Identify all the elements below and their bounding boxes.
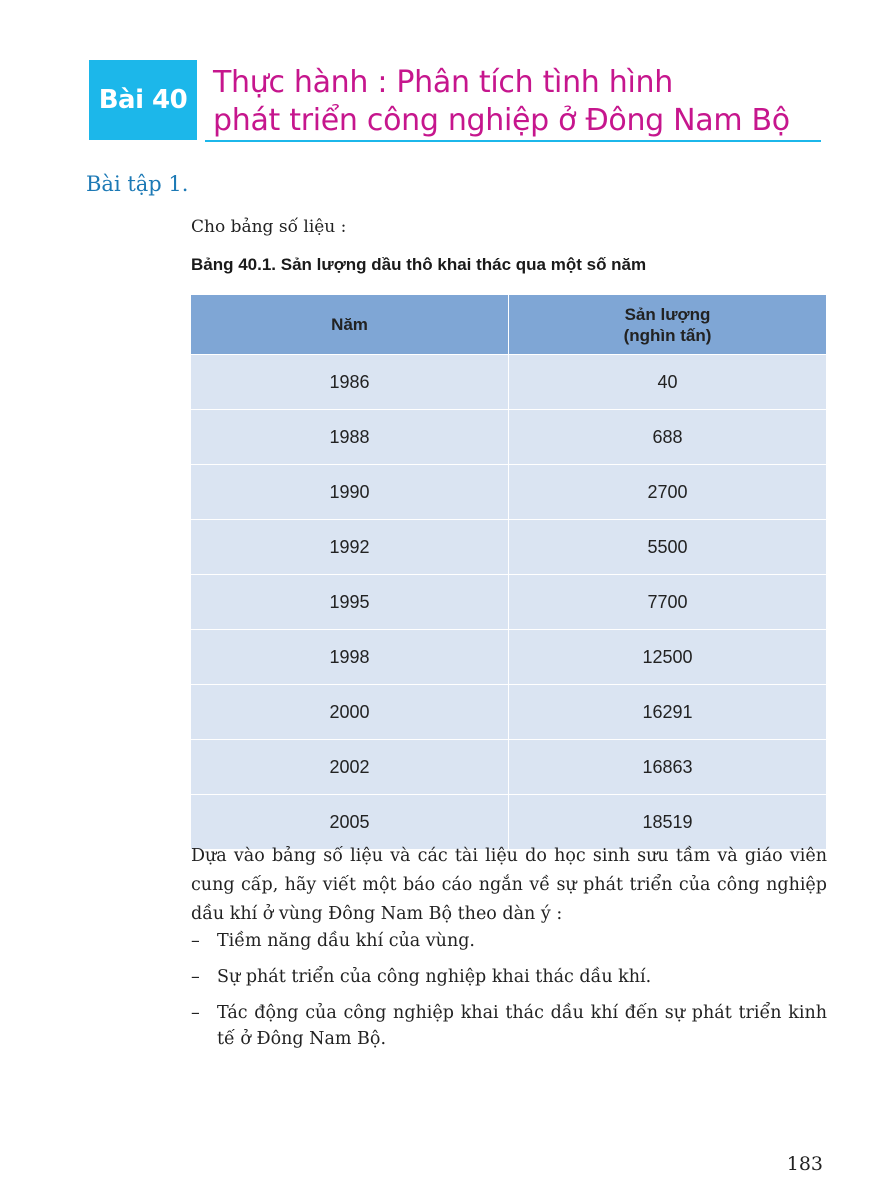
- cell-year: 1990: [191, 465, 509, 520]
- cell-year: 1998: [191, 630, 509, 685]
- table-caption: Bảng 40.1. Sản lượng dầu thô khai thác qua một số năm: [191, 255, 647, 274]
- table-row: [191, 520, 826, 575]
- cell-output: 12500: [509, 630, 827, 685]
- cell-output: 7700: [509, 575, 827, 630]
- table-row: [191, 355, 826, 410]
- table-row: [191, 795, 826, 850]
- header-output-line-2: (nghìn tấn): [623, 325, 712, 345]
- lesson-title-line-2: phát triển công nghiệp ở Đông Nam Bộ: [213, 103, 790, 138]
- exercise-heading: Bài tập 1.: [86, 172, 189, 196]
- bullet-dash: –: [191, 931, 200, 951]
- cell-year: 1992: [191, 520, 509, 575]
- list-item: [191, 1000, 827, 1052]
- lesson-badge: Bài 40: [89, 60, 197, 140]
- table-row: [191, 465, 826, 520]
- cell-output: 16291: [509, 685, 827, 740]
- table-row: [191, 575, 826, 630]
- list-item-text: Tiềm năng dầu khí của vùng.: [217, 931, 475, 951]
- cell-year: 1986: [191, 355, 509, 410]
- cell-year: 2005: [191, 795, 509, 850]
- cell-year: 2000: [191, 685, 509, 740]
- cell-output: 18519: [509, 795, 827, 850]
- cell-output: 688: [509, 410, 827, 465]
- cell-output: 16863: [509, 740, 827, 795]
- table-row: [191, 685, 826, 740]
- table-header-row: [191, 295, 826, 355]
- cell-output: 5500: [509, 520, 827, 575]
- page-number: 183: [786, 1153, 823, 1175]
- bullet-dash: –: [191, 967, 200, 987]
- cell-output: 40: [509, 355, 827, 410]
- header-output: [509, 295, 827, 355]
- outline-list: [191, 928, 827, 1062]
- table-row: [191, 740, 826, 795]
- lesson-title-line-1: Thực hành : Phân tích tình hình: [213, 65, 673, 100]
- cell-year: 1988: [191, 410, 509, 465]
- table-row: [191, 630, 826, 685]
- bullet-dash: –: [191, 1003, 200, 1023]
- title-underline: [205, 140, 821, 142]
- cell-year: 2002: [191, 740, 509, 795]
- list-item: [191, 964, 827, 990]
- oil-output-table: [191, 295, 826, 849]
- lesson-title: [213, 64, 833, 140]
- list-item: [191, 928, 827, 954]
- exercise-intro: Cho bảng số liệu :: [191, 217, 347, 237]
- header-year: Năm: [191, 295, 509, 355]
- header-output-line-1: Sản lượng: [624, 304, 711, 324]
- cell-output: 2700: [509, 465, 827, 520]
- cell-year: 1995: [191, 575, 509, 630]
- list-item-text: Tác động của công nghiệp khai thác dầu khí đến sự phát triển kinh tế ở Đông Nam Bộ.: [217, 1003, 827, 1049]
- list-item-text: Sự phát triển của công nghiệp khai thác dầu khí.: [217, 967, 652, 987]
- instruction-paragraph: Dựa vào bảng số liệu và các tài liệu do học sinh sưu tầm và giáo viên cung cấp, hãy viết một báo cáo ngắn về sự phát triển của công nghiệp dầu khí ở vùng Đông Nam Bộ theo dàn ý :: [191, 846, 827, 924]
- table-row: [191, 410, 826, 465]
